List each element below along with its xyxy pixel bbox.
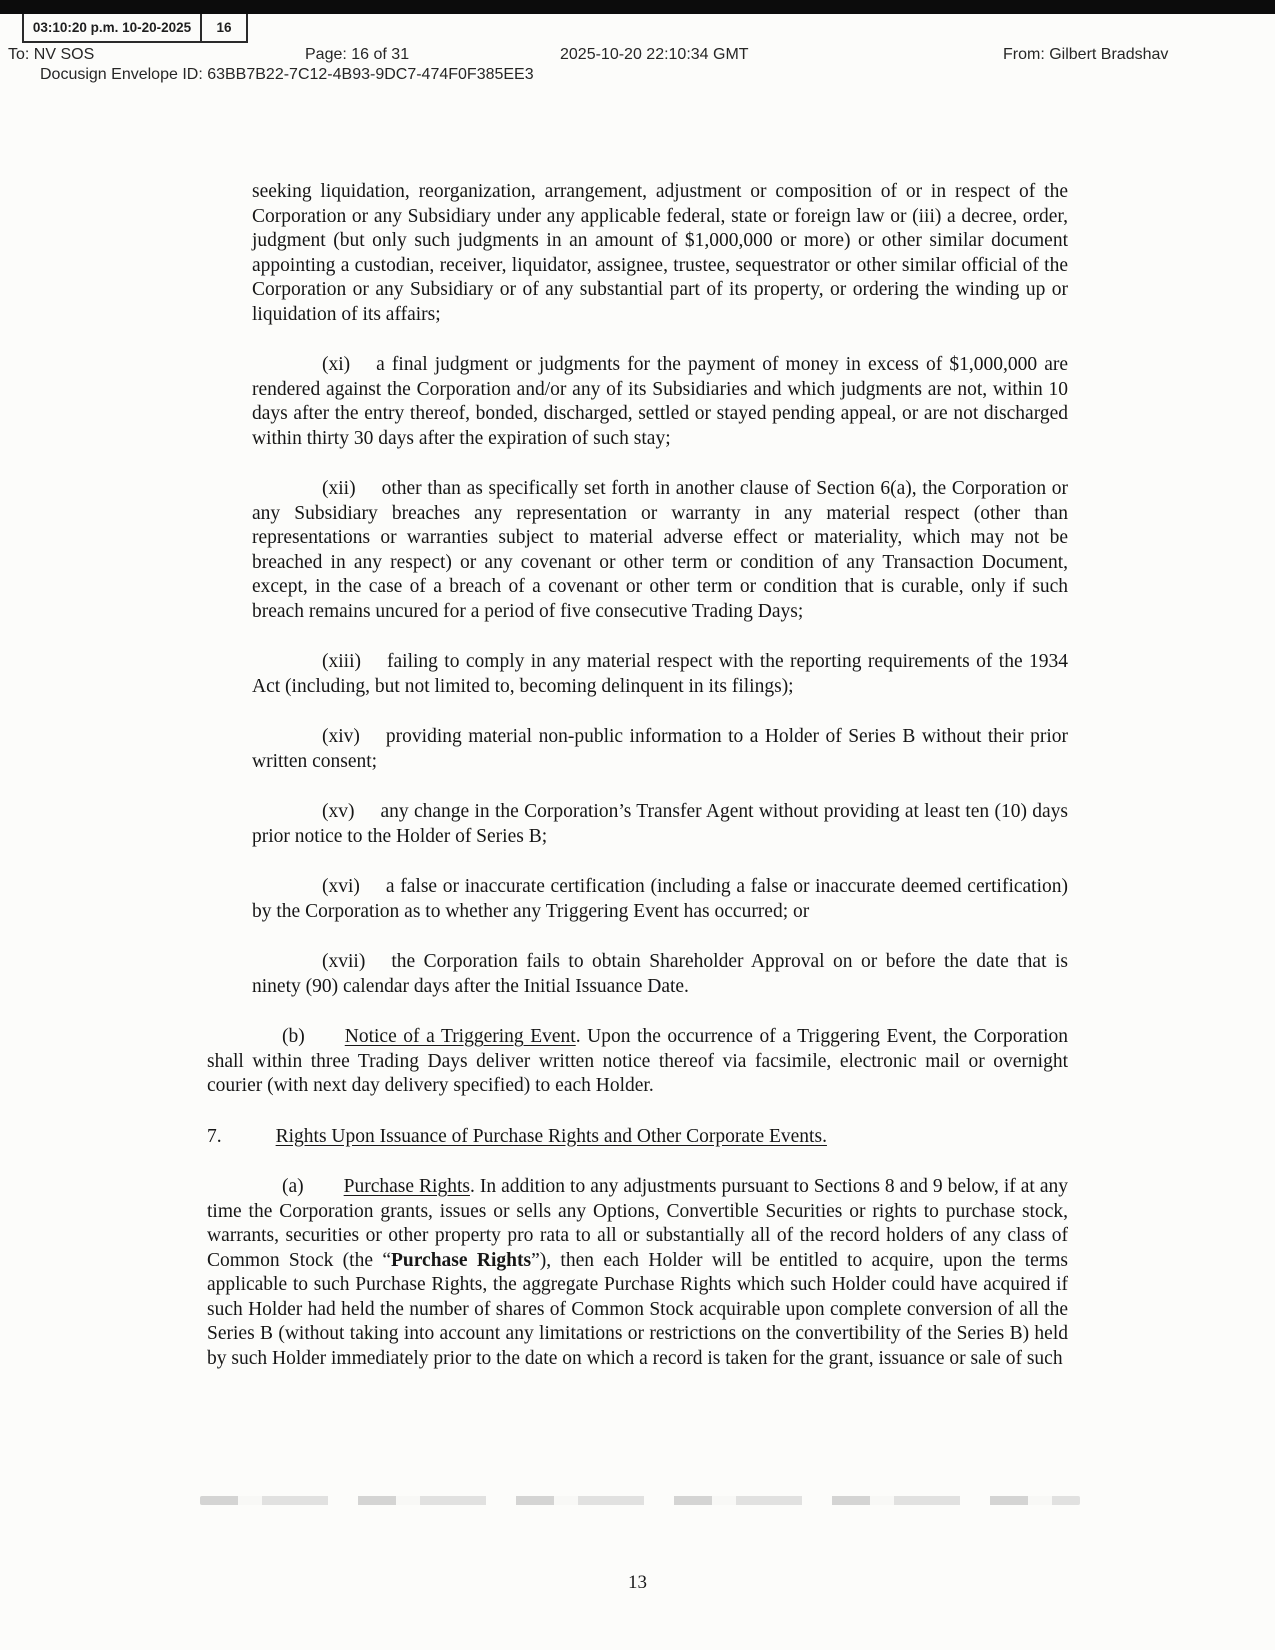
text-run-underline: Notice of a Triggering Event — [344, 1026, 576, 1047]
text-run: failing to comply in any material respect with the reporting requirements of the 1934 Act (including, but not limited to, becoming delinquent in its filings); — [252, 651, 1068, 697]
paragraph-label: (xvi) — [322, 876, 360, 897]
paragraph-label: (xiii) — [322, 651, 361, 672]
paragraph-label: (xv) — [322, 801, 355, 822]
paragraph-label: 7. — [207, 1125, 222, 1147]
fax-datetime: 2025-10-20 22:10:34 GMT — [560, 46, 749, 63]
text-run-underline: Purchase Rights — [343, 1176, 470, 1197]
section-7-heading — [207, 1125, 1068, 1150]
paragraph-xii — [252, 477, 1068, 624]
fax-to: To: NV SOS — [8, 46, 95, 63]
paragraph-label: (xii) — [322, 478, 356, 499]
paragraph-label: (xi) — [322, 354, 351, 375]
paragraph-xiv — [252, 725, 1068, 774]
page-number: 13 — [628, 1572, 647, 1593]
fax-timestamp: 03:10:20 p.m. 10-20-2025 — [32, 20, 192, 35]
fax-page-info: Page: 16 of 31 — [305, 46, 410, 63]
text-run: . Upon the occurrence of a Triggering Event, the Corporation shall within three Trading Days deliver written notice thereof via facsimile, electronic mail or overnight courier (with next day delivery specified) to each Holder. — [207, 1026, 1068, 1096]
paragraph-b-notice — [207, 1025, 1068, 1099]
text-run: seeking liquidation, reorganization, arrangement, adjustment or composition of or in respect of the Corporation or any Subsidiary under any applicable federal, state or foreign law or (iii) a decree, order, judgment (but only such judgments in an amount of $1,000,000 or more) or other similar document appointing a custodian, receiver, liquidator, assignee, trustee, sequestrator or other similar official of the Corporation or any Subsidiary or of any substantial part of its property, or ordering the winding up or liquidation of its affairs; — [252, 181, 1068, 325]
text-run: providing material non-public information to a Holder of Series B without their prior written consent; — [252, 726, 1068, 772]
paragraph-xv — [252, 800, 1068, 849]
paragraph-xvi — [252, 875, 1068, 924]
text-run-bold: Purchase Rights — [391, 1249, 532, 1271]
text-run: . In addition to any adjustments pursuant to Sections 8 and 9 below, if at any time the Corporation grants, issues or sells any Options, Convertible Securities or rights to purchase stock, warrants, securities or other property pro rata to all or substantially all of the record holders of any class of Common Stock (the “ — [207, 1176, 1068, 1271]
fax-page-counter: 16 — [200, 14, 246, 41]
text-run: ”), then each Holder will be entitled to acquire, upon the terms applicable to such Purchase Rights, the aggregate Purchase Rights which such Holder could have acquired if such Holder had held the number of shares of Common Stock acquirable upon complete conversion of all the Series B (without taking into account any limitations or restrictions on the convertibility of the Series B) held by such Holder immediately prior to the date on which a record is taken for the grant, issuance or sale of such — [207, 1249, 1069, 1369]
text-run-underline: Rights Upon Issuance of Purchase Rights and Other Corporate Events. — [275, 1125, 827, 1147]
text-run: a final judgment or judgments for the payment of money in excess of $1,000,000 are rendered against the Corporation and/or any of its Subsidiaries and which judgments are not, within 10 days after the entry thereof, bonded, discharged, settled or stayed pending appeal, or are not discharged within thirty 30 days after the expiration of such stay; — [252, 354, 1068, 449]
text-run: other than as specifically set forth in another clause of Section 6(a), the Corporation or any Subsidiary breaches any representation or warranty in any material respect (other than representations or warranties subject to material adverse effect or materiality, which may not be breached in any respect) or any covenant or other term or condition of any Transaction Document, except, in the case of a breach of a covenant or other term or condition that is curable, only if such breach remains uncured for a period of five consecutive Trading Days; — [252, 478, 1068, 622]
text-run: a false or inaccurate certification (including a false or inaccurate deemed certification) by the Corporation as to whether any Triggering Event has occurred; or — [252, 876, 1068, 922]
paragraph-label: (xiv) — [322, 726, 360, 747]
docusign-envelope-id: Docusign Envelope ID: 63BB7B22-7C12-4B93-9DC7-474F0F385EE3 — [40, 66, 534, 83]
scan-noise-band — [200, 1496, 1080, 1505]
fax-scan-bar — [0, 0, 1275, 14]
fax-from: From: Gilbert Bradshav — [1003, 46, 1169, 63]
paragraph-xi — [252, 353, 1068, 451]
paragraph-xvii — [252, 950, 1068, 999]
fax-timestamp-box — [22, 14, 248, 43]
paragraph-continuation — [252, 180, 1068, 327]
paragraph-a-purchase-rights — [207, 1175, 1068, 1371]
text-run: any change in the Corporation’s Transfer Agent without providing at least ten (10) days prior notice to the Holder of Series B; — [252, 801, 1068, 847]
paragraph-label: (xvii) — [322, 951, 366, 972]
text-run: the Corporation fails to obtain Shareholder Approval on or before the date that is ninety (90) calendar days after the Initial Issuance Date. — [252, 951, 1068, 997]
paragraph-label: (a) — [282, 1176, 304, 1197]
document-body — [207, 180, 1068, 1397]
paragraph-label: (b) — [282, 1026, 305, 1047]
paragraph-xiii — [252, 650, 1068, 699]
